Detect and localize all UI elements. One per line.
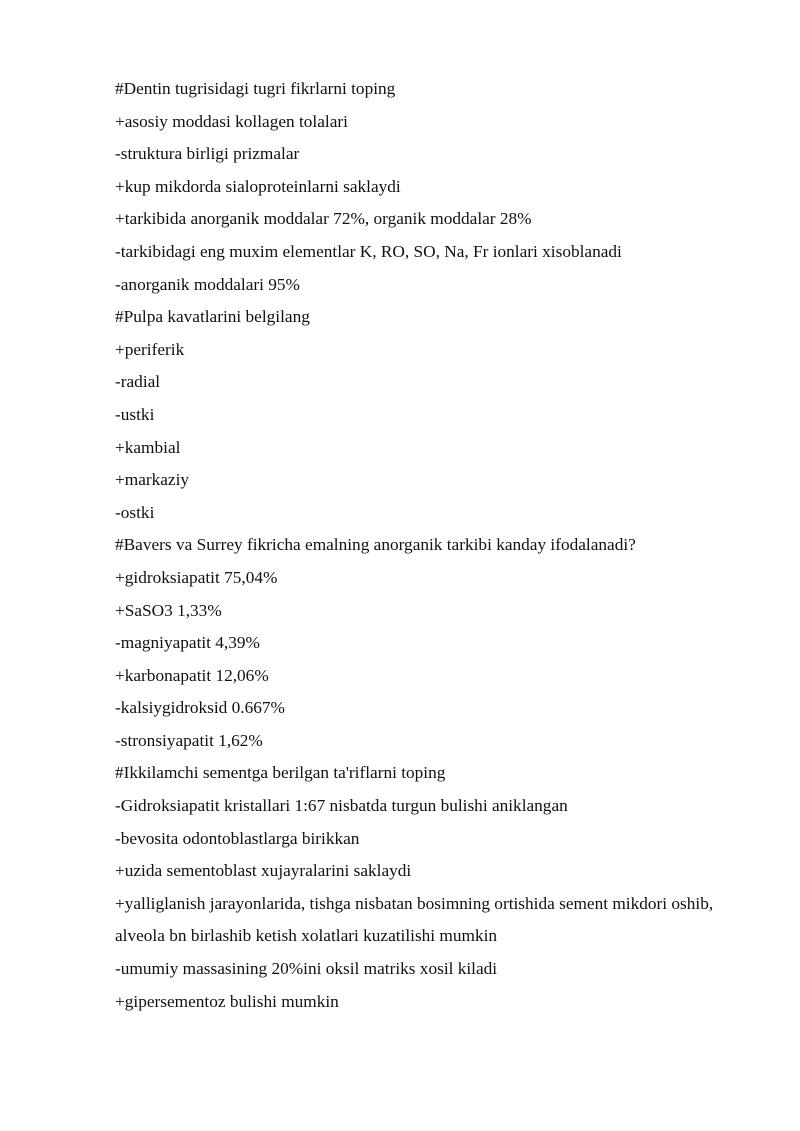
document-text (115, 73, 725, 1018)
question-heading: #Ikkilamchi sementga berilgan ta'riflarni toping (115, 763, 446, 783)
answer-option: +kup mikdorda sialoproteinlarni saklaydi (115, 176, 401, 196)
answer-option: +karbonapatit 12,06% (115, 665, 269, 685)
answer-option: -bevosita odontoblastlarga birikkan (115, 828, 360, 848)
answer-option: -stronsiyapatit 1,62% (115, 730, 263, 750)
answer-option: -anorganik moddalari 95% (115, 274, 300, 294)
answer-option: -Gidroksiapatit kristallari 1:67 nisbatda turgun bulishi aniklangan (115, 796, 568, 816)
answer-option: -magniyapatit 4,39% (115, 633, 260, 653)
answer-option: +yalliglanish jarayonlarida, tishga nisbatan bosimning ortishida sement mikdori oshib, alveola bn birlashib ketish xolatlari kuzatilishi mumkin (115, 893, 714, 946)
question-heading: #Bavers va Surrey fikricha emalning anorganik tarkibi kanday ifodalanadi? (115, 535, 636, 555)
answer-option: -ustki (115, 404, 155, 424)
answer-option: +kambial (115, 437, 181, 457)
answer-option: -radial (115, 372, 161, 392)
question-heading: #Pulpa kavatlarini belgilang (115, 307, 310, 327)
answer-option: -ostki (115, 502, 155, 522)
answer-option: +markaziy (115, 470, 190, 490)
question-heading: #Dentin tugrisidagi tugri fikrlarni toping (115, 79, 396, 98)
answer-option: -umumiy massasining 20%ini oksil matriks xosil kiladi (115, 959, 498, 979)
answer-option: +gidroksiapatit 75,04% (115, 567, 278, 587)
answer-option: +periferik (115, 339, 185, 359)
answer-option: +asosiy moddasi kollagen tolalari (115, 111, 348, 131)
answer-option: +SaSO3 1,33% (115, 600, 222, 620)
answer-option: +gipersementoz bulishi mumkin (115, 991, 339, 1011)
answer-option: -struktura birligi prizmalar (115, 144, 300, 164)
answer-option: +uzida sementoblast xujayralarini saklaydi (115, 861, 412, 881)
answer-option: -tarkibidagi eng muxim elementlar K, RO, SO, Na, Fr ionlari xisoblanadi (115, 241, 622, 261)
answer-option: -kalsiygidroksid 0.667% (115, 698, 285, 718)
answer-option: +tarkibida anorganik moddalar 72%, organik moddalar 28% (115, 209, 532, 229)
